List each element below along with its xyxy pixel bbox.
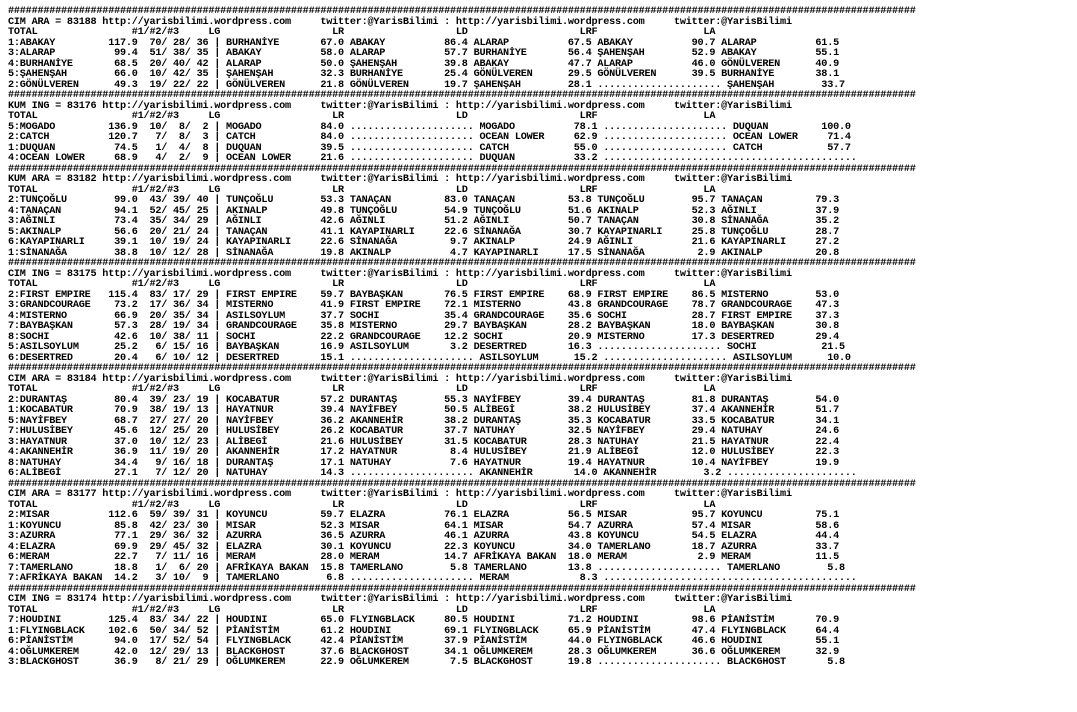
- section-separator: ##########################################################################################################################################################: [8, 363, 916, 374]
- data-row: 3:GRANDCOURAGE 73.2 17/ 36/ 34 | MISTERNO 41.9 FIRST EMPIRE 72.1 MISTERNO 43.8 GRANDCOURAGE 78.7 GRANDCOURAGE 47.3: [8, 300, 839, 311]
- data-row: 3:HAYATNUR 37.0 10/ 12/ 23 | ALİBEGİ 21.6 HULUSİBEY 31.5 KOCABATUR 28.3 NATUHAY 21.5 HAYATNUR 22.4: [8, 436, 839, 448]
- data-row: 3:AZURRA 77.1 29/ 36/ 32 | AZURRA 36.5 AZURRA 46.1 AZURRA 43.8 KOYUNCU 54.5 ELAZRA 44.4: [8, 531, 839, 542]
- race-header: CIM ING = 83174 http://yarisbilimi.wordpress.com twitter:@YarisBilimi : http://yarisbilimi.wordpress.com twitter:@YarisBilimi: [8, 594, 792, 605]
- data-row: 1:KOCABATUR 70.9 38/ 19/ 13 | HAYATNUR 39.4 NAYİFBEY 50.5 ALİBEGİ 38.2 HULUSİBEY 37.4 AKANNEHİR 51.7: [8, 405, 839, 416]
- data-row: 7:HULUSİBEY 45.6 12/ 25/ 20 | HULUSİBEY 26.2 KOCABATUR 37.7 NATUHAY 32.5 NAYİFBEY 29.4 NATUHAY 24.6: [8, 426, 839, 437]
- data-row: 2:TUNÇOĞLU 99.0 43/ 39/ 40 | TUNÇOĞLU 53.3 TANAÇAN 83.0 TANAÇAN 53.8 TUNÇOĞLU 95.7 TANAÇAN 79.3: [8, 195, 839, 206]
- data-row: 5:NAYİFBEY 68.7 27/ 27/ 20 | NAYİFBEY 36.2 AKANNEHİR 38.2 DURANTAŞ 35.3 KOCABATUR 33.5 KOCABATUR 34.1: [8, 415, 839, 427]
- column-header: TOTAL #1/#2/#3 LG LR LD LRF LA: [8, 384, 716, 395]
- column-header: TOTAL #1/#2/#3 LG LR LD LRF LA: [8, 27, 716, 38]
- race-header: CIM ARA = 83177 http://yarisbilimi.wordpress.com twitter:@YarisBilimi : http://yarisbilimi.wordpress.com twitter:@YarisBilimi: [8, 489, 792, 500]
- data-row: 4:ELAZRA 69.9 29/ 45/ 32 | ELAZRA 30.1 KOYUNCU 22.3 KOYUNCU 34.0 TAMERLANO 18.7 AZURRA 33.7: [8, 541, 839, 553]
- data-row: 4:MISTERNO 66.9 20/ 35/ 34 | ASILSOYLUM 37.7 SOCHI 35.4 GRANDCOURAGE 35.6 SOCHI 28.7 FIRST EMPIRE 37.3: [8, 310, 839, 322]
- data-row: 1:KOYUNCU 85.8 42/ 23/ 30 | MISAR 52.3 MISAR 64.1 MISAR 54.7 AZURRA 57.4 MISAR 58.6: [8, 520, 839, 532]
- race-header: CIM ARA = 83184 http://yarisbilimi.wordpress.com twitter:@YarisBilimi : http://yarisbilimi.wordpress.com twitter:@YarisBilimi: [8, 373, 792, 385]
- data-row: 8:NATUHAY 34.4 9/ 16/ 18 | DURANTAŞ 17.1 NATUHAY 7.6 HAYATNUR 19.4 HAYATNUR 10.4 NAYİFBEY 19.9: [8, 457, 839, 469]
- data-row: 1:DUQUAN 74.5 1/ 4/ 8 | DUQUAN 39.5 ..................... CATCH 55.0 ..................... CATCH 57.7: [8, 142, 851, 154]
- column-header: TOTAL #1/#2/#3 LG LR LD LRF LA: [8, 111, 716, 122]
- data-row: 6:ALİBEGİ 27.1 7/ 12/ 20 | NATUHAY 14.3 ..................... AKANNEHİR 14.0 AKANNEHİR 3.2 ......................: [8, 468, 857, 479]
- data-row: 1:ABAKAY 117.9 70/ 28/ 36 | BURHANİYE 67.0 ABAKAY 86.4 ALARAP 67.5 ABAKAY 90.7 ALARAP 61.5: [8, 37, 839, 49]
- data-row: 6:MERAM 22.7 7/ 11/ 16 | MERAM 28.0 MERAM 14.7 AFRİKAYA BAKAN 18.0 MERAM 2.9 MERAM 11.5: [8, 552, 839, 563]
- column-header: TOTAL #1/#2/#3 LG LR LD LRF LA: [8, 279, 716, 290]
- data-row: 1:FLYINGBLACK 102.6 50/ 34/ 52 | PİANİSTİM 61.2 HOUDINI 69.1 FLYINGBLACK 65.9 PİANİSTİM 47.4 FLYINGBLACK 64.4: [8, 625, 839, 637]
- data-row: 2:GÖNÜLVEREN 49.3 19/ 22/ 22 | GÖNÜLVEREN 21.8 GÖNÜLVEREN 19.7 ŞAHENŞAH 28.1 ..................... ŞAHENŞAH 33.7: [8, 79, 845, 91]
- race-header: KUM ARA = 83182 http://yarisbilimi.wordpress.com twitter:@YarisBilimi : http://yarisbilimi.wordpress.com twitter:@YarisBilimi: [8, 174, 792, 185]
- race-header: CIM ARA = 83188 http://yarisbilimi.wordpress.com twitter:@YarisBilimi : http://yarisbilimi.wordpress.com twitter:@YarisBilimi: [8, 16, 792, 28]
- data-row: 5:ASILSOYLUM 25.2 6/ 15/ 16 | BAYBAŞKAN 16.9 ASILSOYLUM 3.2 DESERTRED 16.3 ..................... SOCHI 21.5: [8, 342, 845, 353]
- data-row: 2:CATCH 120.7 7/ 8/ 3 | CATCH 84.0 ..................... OCEAN LOWER 62.9 ..................... OCEAN LOWER 71.4: [8, 132, 851, 143]
- data-row: 5:MOGADO 136.9 10/ 8/ 2 | MOGADO 84.0 ..................... MOGADO 78.1 ..................... DUQUAN 100.0: [8, 121, 851, 133]
- data-row: 2:FIRST EMPIRE 115.4 83/ 17/ 29 | FIRST EMPIRE 59.7 BAYBAŞKAN 76.5 FIRST EMPIRE 68.9 FIRST EMPIRE 86.5 MISTERNO 53.0: [8, 289, 839, 301]
- data-row: 2:MISAR 112.6 59/ 39/ 31 | KOYUNCU 59.7 ELAZRA 76.1 ELAZRA 56.5 MISAR 95.7 KOYUNCU 75.1: [8, 510, 839, 521]
- data-row: 7:TAMERLANO 18.8 1/ 6/ 20 | AFRİKAYA BAKAN 15.8 TAMERLANO 5.8 TAMERLANO 13.8 ..................... TAMERLANO 5.8: [8, 562, 845, 574]
- data-row: 6:PİANİSTİM 94.0 17/ 52/ 54 | FLYINGBLACK 42.4 PİANİSTİM 37.9 PİANİSTİM 44.0 FLYINGBLACK 46.6 HOUDINI 55.1: [8, 636, 839, 647]
- data-row: 6:DESERTRED 20.4 6/ 10/ 12 | DESERTRED 15.1 ..................... ASILSOYLUM 15.2 ..................... ASILSOYLUM 10.0: [8, 352, 851, 364]
- section-separator: ##########################################################################################################################################################: [8, 583, 916, 595]
- data-row: 4:TANAÇAN 94.1 52/ 45/ 25 | AKINALP 49.8 TUNÇOĞLU 54.9 TUNÇOĞLU 51.6 AKINALP 52.3 AĞINLI 37.9: [8, 205, 839, 217]
- data-row: 5:ŞAHENŞAH 66.0 10/ 42/ 35 | ŞAHENŞAH 32.3 BURHANİYE 25.4 GÖNÜLVEREN 29.5 GÖNÜLVEREN 39.5 BURHANİYE 38.1: [8, 69, 839, 80]
- data-row: 3:AĞINLI 73.4 35/ 34/ 29 | AĞINLI 42.6 AĞINLI 51.2 AĞINLI 50.7 TANAÇAN 30.8 SİNANAĞA 35.2: [8, 216, 839, 227]
- data-row: 7:HOUDINI 125.4 83/ 34/ 22 | HOUDINI 65.0 FLYINGBLACK 80.5 HOUDINI 71.2 HOUDINI 98.6 PİANİSTİM 70.9: [8, 615, 839, 626]
- data-row: 4:AKANNEHİR 36.9 11/ 19/ 20 | AKANNEHİR 17.2 HAYATNUR 8.4 HULUSİBEY 21.9 ALİBEGİ 12.0 HULUSİBEY 22.3: [8, 447, 839, 458]
- column-header: TOTAL #1/#2/#3 LG LR LD LRF LA: [8, 184, 716, 196]
- section-separator: ##########################################################################################################################################################: [8, 478, 916, 490]
- data-row: 5:AKINALP 56.6 20/ 21/ 24 | TANAÇAN 41.1 KAYAPINARLI 22.6 SİNANAĞA 30.7 KAYAPINARLI 25.8 TUNÇOĞLU 28.7: [8, 226, 839, 238]
- section-separator: ##########################################################################################################################################################: [8, 258, 916, 269]
- data-row: 4:OCEAN LOWER 68.9 4/ 2/ 9 | OCEAN LOWER 21.6 ..................... DUQUAN 33.2 ...........................................: [8, 153, 857, 164]
- data-row: 8:SOCHI 42.6 10/ 38/ 11 | SOCHI 22.2 GRANDCOURAGE 12.2 SOCHI 20.9 MISTERNO 17.3 DESERTRED 29.4: [8, 331, 839, 343]
- race-header: CIM ING = 83175 http://yarisbilimi.wordpress.com twitter:@YarisBilimi : http://yarisbilimi.wordpress.com twitter:@YarisBilimi: [8, 268, 792, 280]
- data-row: 2:DURANTAŞ 80.4 39/ 23/ 19 | KOCABATUR 57.2 DURANTAŞ 55.3 NAYİFBEY 39.4 DURANTAŞ 81.8 DURANTAŞ 54.0: [8, 394, 839, 406]
- data-row: 6:KAYAPINARLI 39.1 10/ 19/ 24 | KAYAPINARLI 22.6 SİNANAĞA 9.7 AKINALP 24.9 AĞINLI 21.6 KAYAPINARLI 27.2: [8, 237, 839, 248]
- section-separator: ##########################################################################################################################################################: [8, 6, 916, 17]
- data-row: 7:AFRİKAYA BAKAN 14.2 3/ 10/ 9 | TAMERLANO 6.8 ..................... MERAM 8.3 ...........................................: [8, 573, 857, 584]
- data-row: 3:BLACKGHOST 36.9 8/ 21/ 29 | OĞLUMKEREM 22.9 OĞLUMKEREM 7.5 BLACKGHOST 19.8 ..................... BLACKGHOST 5.8: [8, 657, 845, 668]
- section-separator: ##########################################################################################################################################################: [8, 163, 916, 175]
- section-separator: ##########################################################################################################################################################: [8, 90, 916, 101]
- data-row: 7:BAYBAŞKAN 57.3 28/ 19/ 34 | GRANDCOURAGE 35.8 MISTERNO 29.7 BAYBAŞKAN 28.2 BAYBAŞKAN 18.0 BAYBAŞKAN 30.8: [8, 321, 839, 332]
- race-header: KUM ING = 83176 http://yarisbilimi.wordpress.com twitter:@YarisBilimi : http://yarisbilimi.wordpress.com twitter:@YarisBilimi: [8, 100, 792, 112]
- column-header: TOTAL #1/#2/#3 LG LR LD LRF LA: [8, 499, 716, 511]
- data-row: 3:ALARAP 99.4 51/ 38/ 35 | ABAKAY 58.0 ALARAP 57.7 BURHANİYE 56.4 ŞAHENŞAH 52.9 ABAKAY 55.1: [8, 48, 839, 59]
- data-row: 4:BURHANİYE 68.5 20/ 40/ 42 | ALARAP 50.0 ŞAHENŞAH 39.8 ABAKAY 47.7 ALARAP 46.0 GÖNÜLVEREN 40.9: [8, 58, 839, 70]
- data-row: 1:SİNANAĞA 38.8 10/ 12/ 28 | SİNANAĞA 19.8 AKINALP 4.7 KAYAPINARLI 17.5 SİNANAĞA 2.9 AKINALP 20.8: [8, 247, 839, 259]
- column-header: TOTAL #1/#2/#3 LG LR LD LRF LA: [8, 604, 716, 616]
- data-row: 4:OĞLUMKEREM 42.0 12/ 29/ 13 | BLACKGHOST 37.6 BLACKGHOST 34.1 OĞLUMKEREM 28.3 OĞLUMKEREM 36.6 OĞLUMKEREM 32.9: [8, 646, 839, 658]
